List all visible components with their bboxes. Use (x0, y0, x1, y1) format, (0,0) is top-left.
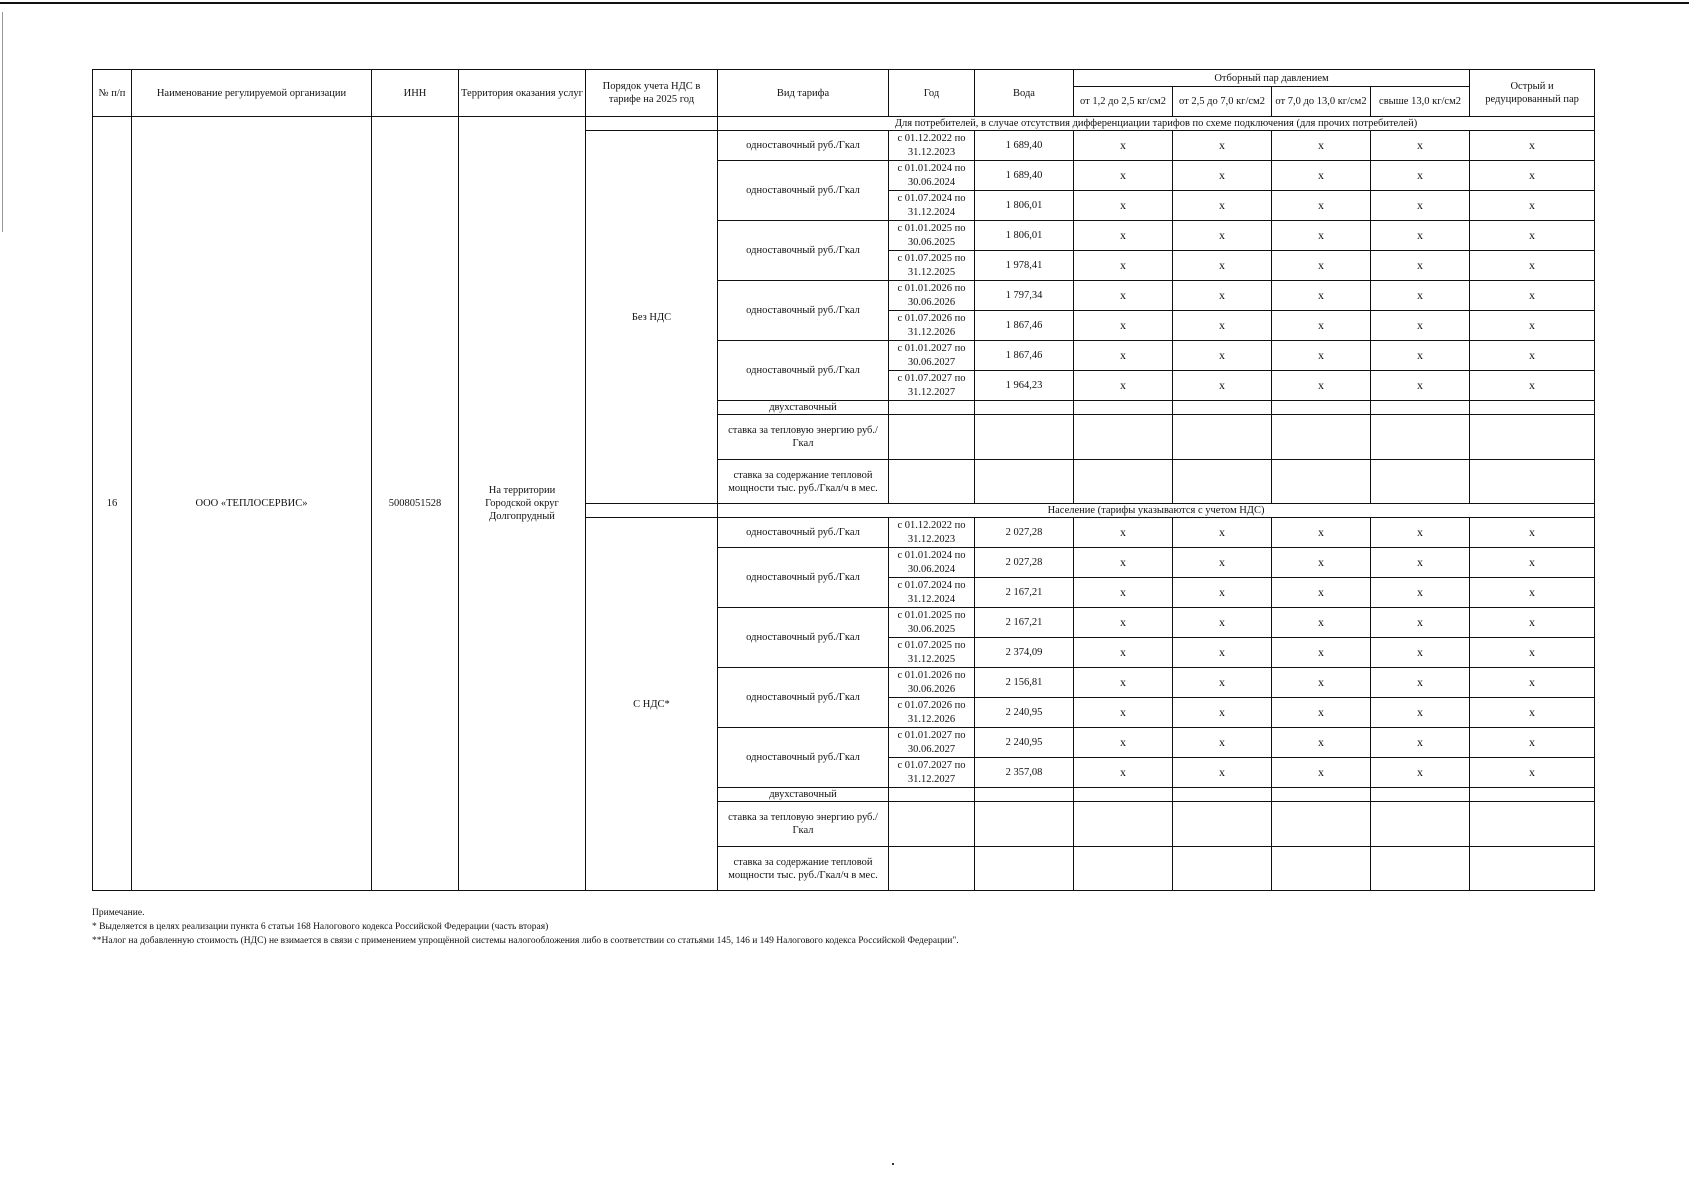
x-mark: x (1173, 698, 1272, 728)
header-territory: Территория оказания услуг (459, 70, 586, 117)
note-vat: * Выделяется в целях реализации пункта 6 статьи 168 Налогового кодекса Российской Федерации (часть вторая) (92, 922, 549, 932)
empty-cell (1371, 802, 1470, 847)
section-title: Для потребителей, в случае отсутствия дифференциации тарифов по схеме подключения (для прочих потребителей) (718, 117, 1595, 131)
x-mark: x (1371, 251, 1470, 281)
x-mark: x (1173, 638, 1272, 668)
x-mark: x (1173, 281, 1272, 311)
x-mark: x (1470, 698, 1595, 728)
tariff-type-single: одноставочный руб./Гкал (718, 281, 889, 341)
period: с 01.01.2027 по 30.06.2027 (889, 341, 975, 371)
x-mark: x (1173, 578, 1272, 608)
x-mark: x (1470, 131, 1595, 161)
x-mark: x (1272, 668, 1371, 698)
x-mark: x (1470, 341, 1595, 371)
empty-cell (889, 847, 975, 891)
page-top-border (0, 2, 1689, 4)
x-mark: x (1173, 668, 1272, 698)
x-mark: x (1272, 698, 1371, 728)
org-name: ООО «ТЕПЛОСЕРВИС» (132, 117, 372, 891)
water-value: 1 797,34 (975, 281, 1074, 311)
x-mark: x (1470, 548, 1595, 578)
tariff-type-single: одноставочный руб./Гкал (718, 548, 889, 608)
period: с 01.07.2027 по 31.12.2027 (889, 371, 975, 401)
section-spacer (586, 117, 718, 131)
x-mark: x (1272, 518, 1371, 548)
x-mark: x (1371, 341, 1470, 371)
x-mark: x (1074, 281, 1173, 311)
period: с 01.01.2024 по 30.06.2024 (889, 161, 975, 191)
empty-cell (1074, 401, 1173, 415)
x-mark: x (1272, 608, 1371, 638)
x-mark: x (1371, 191, 1470, 221)
tariff-type-single: одноставочный руб./Гкал (718, 221, 889, 281)
x-mark: x (1173, 608, 1272, 638)
empty-cell (1470, 847, 1595, 891)
empty-cell (975, 847, 1074, 891)
period: с 01.01.2026 по 30.06.2026 (889, 668, 975, 698)
empty-cell (1173, 847, 1272, 891)
tariff-type-single: одноставочный руб./Гкал (718, 131, 889, 161)
water-value: 1 806,01 (975, 191, 1074, 221)
x-mark: x (1272, 131, 1371, 161)
empty-cell (1173, 802, 1272, 847)
empty-cell (1074, 415, 1173, 460)
period: с 01.01.2025 по 30.06.2025 (889, 221, 975, 251)
x-mark: x (1371, 131, 1470, 161)
tariff-table (92, 69, 1595, 891)
x-mark: x (1470, 758, 1595, 788)
x-mark: x (1074, 341, 1173, 371)
header-inn: ИНН (372, 70, 459, 117)
period: с 01.07.2026 по 31.12.2026 (889, 698, 975, 728)
empty-cell (1371, 460, 1470, 504)
empty-cell (1371, 847, 1470, 891)
empty-cell (1074, 847, 1173, 891)
x-mark: x (1470, 638, 1595, 668)
x-mark: x (1074, 578, 1173, 608)
tariff-type-single: одноставочный руб./Гкал (718, 161, 889, 221)
vat-mode: Без НДС (586, 131, 718, 504)
x-mark: x (1074, 608, 1173, 638)
x-mark: x (1173, 548, 1272, 578)
water-value: 1 806,01 (975, 221, 1074, 251)
empty-cell (1173, 460, 1272, 504)
water-value: 1 689,40 (975, 161, 1074, 191)
tariff-type-two-part: двухставочный (718, 401, 889, 415)
x-mark: x (1470, 608, 1595, 638)
x-mark: x (1371, 548, 1470, 578)
x-mark: x (1470, 371, 1595, 401)
header-num: № п/п (93, 70, 132, 117)
header-vat-order: Порядок учета НДС в тарифе на 2025 год (586, 70, 718, 117)
empty-cell (1074, 460, 1173, 504)
heat-energy-rate: ставка за тепловую энергию руб./Гкал (718, 802, 889, 847)
x-mark: x (1173, 758, 1272, 788)
empty-cell (1371, 415, 1470, 460)
x-mark: x (1371, 161, 1470, 191)
water-value: 2 167,21 (975, 608, 1074, 638)
x-mark: x (1074, 728, 1173, 758)
x-mark: x (1074, 371, 1173, 401)
x-mark: x (1470, 281, 1595, 311)
x-mark: x (1470, 191, 1595, 221)
empty-cell (975, 415, 1074, 460)
empty-cell (1272, 415, 1371, 460)
section-spacer (586, 504, 718, 518)
x-mark: x (1470, 668, 1595, 698)
tariff-type-single: одноставочный руб./Гкал (718, 668, 889, 728)
x-mark: x (1272, 371, 1371, 401)
water-value: 2 240,95 (975, 728, 1074, 758)
empty-cell (975, 460, 1074, 504)
empty-cell (889, 401, 975, 415)
x-mark: x (1272, 161, 1371, 191)
header-steam-4: свыше 13,0 кг/см2 (1371, 87, 1470, 117)
x-mark: x (1272, 281, 1371, 311)
tariff-type-single: одноставочный руб./Гкал (718, 518, 889, 548)
period: с 01.01.2027 по 30.06.2027 (889, 728, 975, 758)
x-mark: x (1074, 698, 1173, 728)
x-mark: x (1173, 518, 1272, 548)
x-mark: x (1371, 578, 1470, 608)
header-tariff-type: Вид тарифа (718, 70, 889, 117)
empty-cell (975, 788, 1074, 802)
empty-cell (889, 788, 975, 802)
header-steam-2: от 2,5 до 7,0 кг/см2 (1173, 87, 1272, 117)
x-mark: x (1173, 311, 1272, 341)
x-mark: x (1074, 161, 1173, 191)
x-mark: x (1470, 518, 1595, 548)
empty-cell (1470, 415, 1595, 460)
x-mark: x (1173, 341, 1272, 371)
empty-cell (1272, 788, 1371, 802)
period: с 01.07.2025 по 31.12.2025 (889, 638, 975, 668)
x-mark: x (1074, 668, 1173, 698)
x-mark: x (1074, 251, 1173, 281)
x-mark: x (1371, 638, 1470, 668)
empty-cell (1074, 788, 1173, 802)
period: с 01.07.2025 по 31.12.2025 (889, 251, 975, 281)
x-mark: x (1272, 638, 1371, 668)
x-mark: x (1272, 221, 1371, 251)
x-mark: x (1173, 191, 1272, 221)
org-num: 16 (93, 117, 132, 891)
x-mark: x (1371, 668, 1470, 698)
empty-cell (889, 415, 975, 460)
x-mark: x (1371, 698, 1470, 728)
tariff-type-two-part: двухставочный (718, 788, 889, 802)
period: с 01.07.2024 по 31.12.2024 (889, 191, 975, 221)
vat-mode: С НДС* (586, 518, 718, 891)
notes (92, 906, 1592, 948)
header-water: Вода (975, 70, 1074, 117)
x-mark: x (1074, 548, 1173, 578)
empty-cell (1272, 460, 1371, 504)
period: с 01.01.2026 по 30.06.2026 (889, 281, 975, 311)
water-value: 2 027,28 (975, 518, 1074, 548)
x-mark: x (1074, 221, 1173, 251)
x-mark: x (1371, 281, 1470, 311)
empty-cell (1173, 415, 1272, 460)
header-steam-group: Отборный пар давлением (1074, 70, 1470, 87)
org-inn: 5008051528 (372, 117, 459, 891)
section-title: Население (тарифы указываются с учетом НДС) (718, 504, 1595, 518)
empty-cell (1173, 401, 1272, 415)
water-value: 2 357,08 (975, 758, 1074, 788)
water-value: 1 867,46 (975, 311, 1074, 341)
tariff-type-single: одноставочный руб./Гкал (718, 341, 889, 401)
x-mark: x (1272, 728, 1371, 758)
x-mark: x (1470, 578, 1595, 608)
x-mark: x (1074, 311, 1173, 341)
header-year: Год (889, 70, 975, 117)
x-mark: x (1371, 518, 1470, 548)
x-mark: x (1371, 728, 1470, 758)
org-territory: На территории Городской округ Долгопрудный (459, 117, 586, 891)
x-mark: x (1074, 191, 1173, 221)
x-mark: x (1272, 341, 1371, 371)
empty-cell (1272, 802, 1371, 847)
water-value: 2 027,28 (975, 548, 1074, 578)
x-mark: x (1371, 311, 1470, 341)
empty-cell (889, 802, 975, 847)
period: с 01.12.2022 по 31.12.2023 (889, 518, 975, 548)
x-mark: x (1272, 548, 1371, 578)
empty-cell (1371, 788, 1470, 802)
period: с 01.12.2022 по 31.12.2023 (889, 131, 975, 161)
x-mark: x (1272, 578, 1371, 608)
empty-cell (1470, 401, 1595, 415)
period: с 01.01.2024 по 30.06.2024 (889, 548, 975, 578)
x-mark: x (1470, 251, 1595, 281)
header-steam-1: от 1,2 до 2,5 кг/см2 (1074, 87, 1173, 117)
period: с 01.07.2027 по 31.12.2027 (889, 758, 975, 788)
x-mark: x (1371, 371, 1470, 401)
period: с 01.07.2026 по 31.12.2026 (889, 311, 975, 341)
heat-energy-rate: ставка за тепловую энергию руб./Гкал (718, 415, 889, 460)
empty-cell (1470, 802, 1595, 847)
note-no-vat: **Налог на добавленную стоимость (НДС) не взимается в связи с применением упрощённой системы налогообложения либо в соответствии со статьями 145, 146 и 149 Налогового кодекса Российской Федерации". (92, 936, 959, 946)
x-mark: x (1371, 221, 1470, 251)
x-mark: x (1074, 518, 1173, 548)
notes-title: Примечание. (92, 908, 145, 918)
x-mark: x (1173, 131, 1272, 161)
capacity-maintenance-rate: ставка за содержание тепловой мощности тыс. руб./Гкал/ч в мес. (718, 847, 889, 891)
x-mark: x (1173, 371, 1272, 401)
empty-cell (1272, 847, 1371, 891)
x-mark: x (1074, 638, 1173, 668)
x-mark: x (1173, 251, 1272, 281)
header-sharp-steam: Острый и редуцированный пар (1470, 70, 1595, 117)
empty-cell (889, 460, 975, 504)
water-value: 1 978,41 (975, 251, 1074, 281)
empty-cell (975, 401, 1074, 415)
x-mark: x (1074, 131, 1173, 161)
empty-cell (1173, 788, 1272, 802)
empty-cell (975, 802, 1074, 847)
empty-cell (1371, 401, 1470, 415)
header-steam-3: от 7,0 до 13,0 кг/см2 (1272, 87, 1371, 117)
x-mark: x (1173, 221, 1272, 251)
water-value: 2 240,95 (975, 698, 1074, 728)
water-value: 1 867,46 (975, 341, 1074, 371)
water-value: 2 167,21 (975, 578, 1074, 608)
x-mark: x (1470, 311, 1595, 341)
period: с 01.01.2025 по 30.06.2025 (889, 608, 975, 638)
x-mark: x (1371, 758, 1470, 788)
scan-dot (892, 1163, 894, 1165)
empty-cell (1272, 401, 1371, 415)
empty-cell (1074, 802, 1173, 847)
water-value: 1 964,23 (975, 371, 1074, 401)
x-mark: x (1272, 251, 1371, 281)
x-mark: x (1074, 758, 1173, 788)
empty-cell (1470, 460, 1595, 504)
x-mark: x (1470, 161, 1595, 191)
period: с 01.07.2024 по 31.12.2024 (889, 578, 975, 608)
water-value: 2 156,81 (975, 668, 1074, 698)
water-value: 2 374,09 (975, 638, 1074, 668)
x-mark: x (1173, 161, 1272, 191)
tariff-type-single: одноставочный руб./Гкал (718, 728, 889, 788)
scan-margin-mark (2, 12, 3, 232)
x-mark: x (1272, 311, 1371, 341)
x-mark: x (1173, 728, 1272, 758)
x-mark: x (1272, 758, 1371, 788)
x-mark: x (1470, 728, 1595, 758)
water-value: 1 689,40 (975, 131, 1074, 161)
x-mark: x (1272, 191, 1371, 221)
empty-cell (1470, 788, 1595, 802)
tariff-type-single: одноставочный руб./Гкал (718, 608, 889, 668)
x-mark: x (1470, 221, 1595, 251)
header-org-name: Наименование регулируемой организации (132, 70, 372, 117)
capacity-maintenance-rate: ставка за содержание тепловой мощности тыс. руб./Гкал/ч в мес. (718, 460, 889, 504)
x-mark: x (1371, 608, 1470, 638)
